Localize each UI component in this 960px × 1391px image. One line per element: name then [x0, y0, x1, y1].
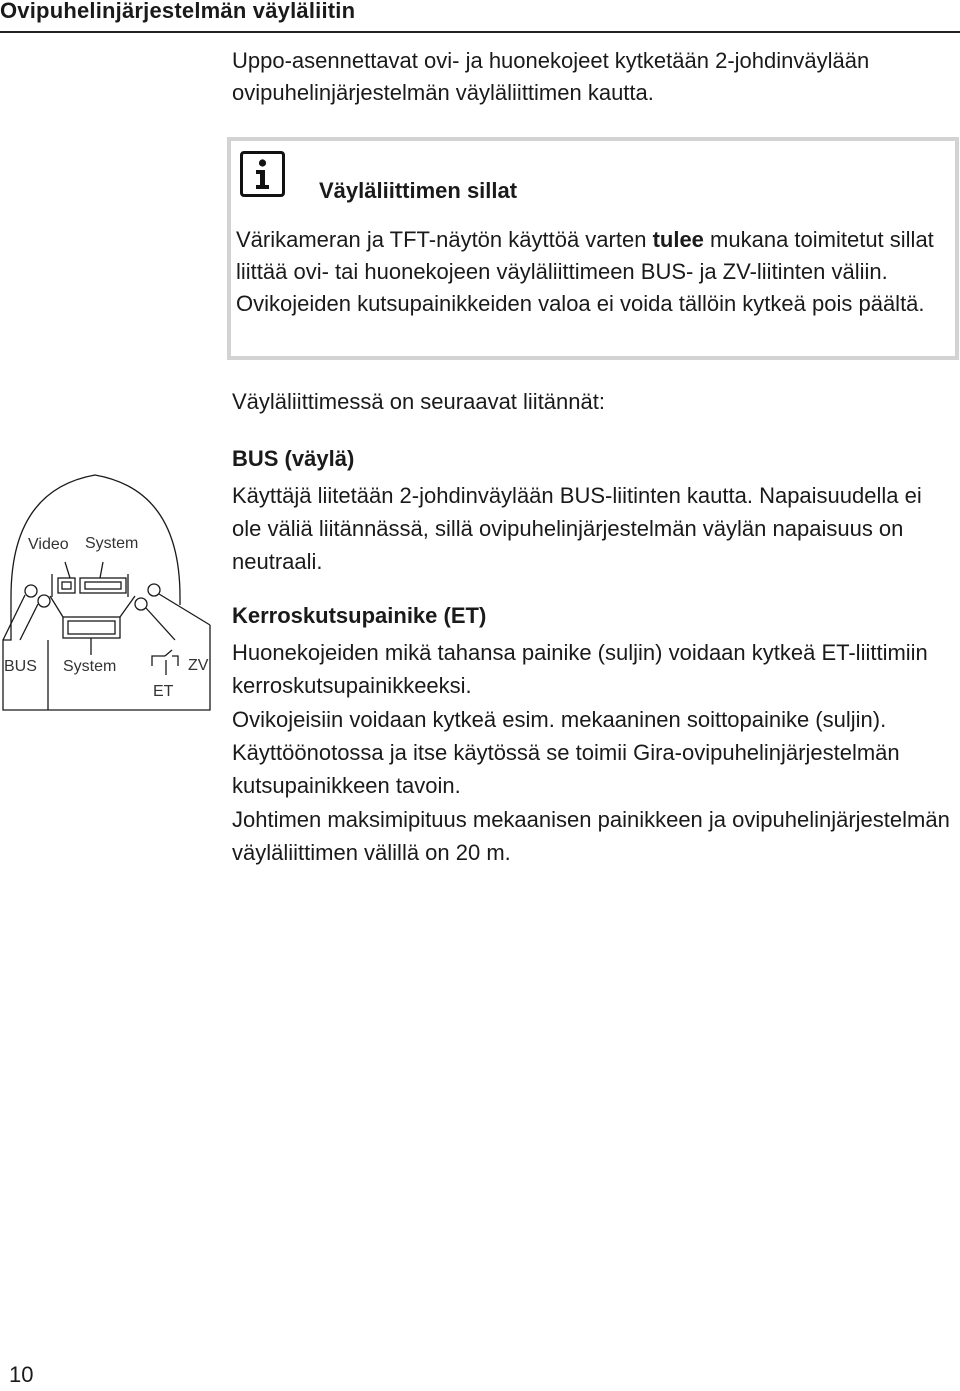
label-video: Video — [28, 536, 69, 553]
section-text-et-1: Huonekojeiden mikä tahansa painike (suljin) voidaan kytkeä ET-liittimiin kerroskutsupainikkeeksi. — [232, 640, 928, 698]
terminal-2 — [38, 595, 50, 607]
label-bus: BUS — [4, 658, 37, 675]
page-header — [0, 0, 960, 33]
terminal-4 — [148, 584, 160, 596]
label-system-bottom: System — [63, 658, 117, 675]
note-text-bold: tulee — [652, 227, 704, 252]
label-et: ET — [153, 683, 174, 700]
et-switch — [152, 656, 178, 666]
note-text — [236, 224, 948, 320]
connections-intro: Väyläliittimessä on seuraavat liitännät: — [232, 389, 605, 414]
page-number: 10 — [9, 1362, 34, 1387]
bus-connector-diagram — [0, 470, 225, 720]
system-bottom-block — [63, 617, 120, 638]
section-text-bus: Käyttäjä liitetään 2-johdinväylään BUS-liitinten kautta. Napaisuudella ei ole väliä liitännässä, sillä ovipuhelinjärjestelmän väylän napaisuus on neutraali. — [232, 483, 922, 574]
terminal-1 — [25, 585, 37, 597]
terminal-3 — [135, 598, 147, 610]
note-title: Väyläliittimen sillat — [319, 178, 518, 203]
note-text-part: Värikameran ja TFT-näytön käyttöä varten — [236, 227, 653, 252]
system-top-block — [80, 578, 126, 593]
section-text-et-3: Johtimen maksimipituus mekaanisen painikkeen ja ovipuhelinjärjestelmän väyläliittimen välillä on 20 m. — [232, 807, 950, 865]
section-title-bus: BUS (väylä) — [232, 446, 355, 471]
intro-paragraph: Uppo-asennettavat ovi- ja huonekojeet kytketään 2-johdinväylään ovipuhelinjärjestelmän väyläliittimen kautta. — [232, 48, 870, 105]
info-icon — [240, 151, 285, 197]
section-text-et-2: Ovikojeisiin voidaan kytkeä esim. mekaaninen soittopainike (suljin). Käyttöönotossa ja itse käytössä se toimii Gira-ovipuhelinjärjestelmän kutsupainikkeen tavoin. — [232, 707, 900, 798]
label-zv: ZV — [188, 657, 209, 674]
section-title-et: Kerroskutsupainike (ET) — [232, 603, 487, 628]
note-text-part: mukana toimitetut sillat liittää ovi- tai huonekojeen väyläliittimeen BUS- ja ZV-liitinten väliin. Ovikojeiden kutsupainikkeiden valoa ei voida tällöin kytkeä pois päältä. — [236, 227, 934, 316]
page-title: Ovipuhelinjärjestelmän väyläliitin — [0, 0, 356, 23]
label-system-top: System — [85, 535, 139, 552]
info-note-box — [227, 137, 959, 360]
video-block — [58, 578, 75, 593]
housing-body — [3, 597, 210, 710]
